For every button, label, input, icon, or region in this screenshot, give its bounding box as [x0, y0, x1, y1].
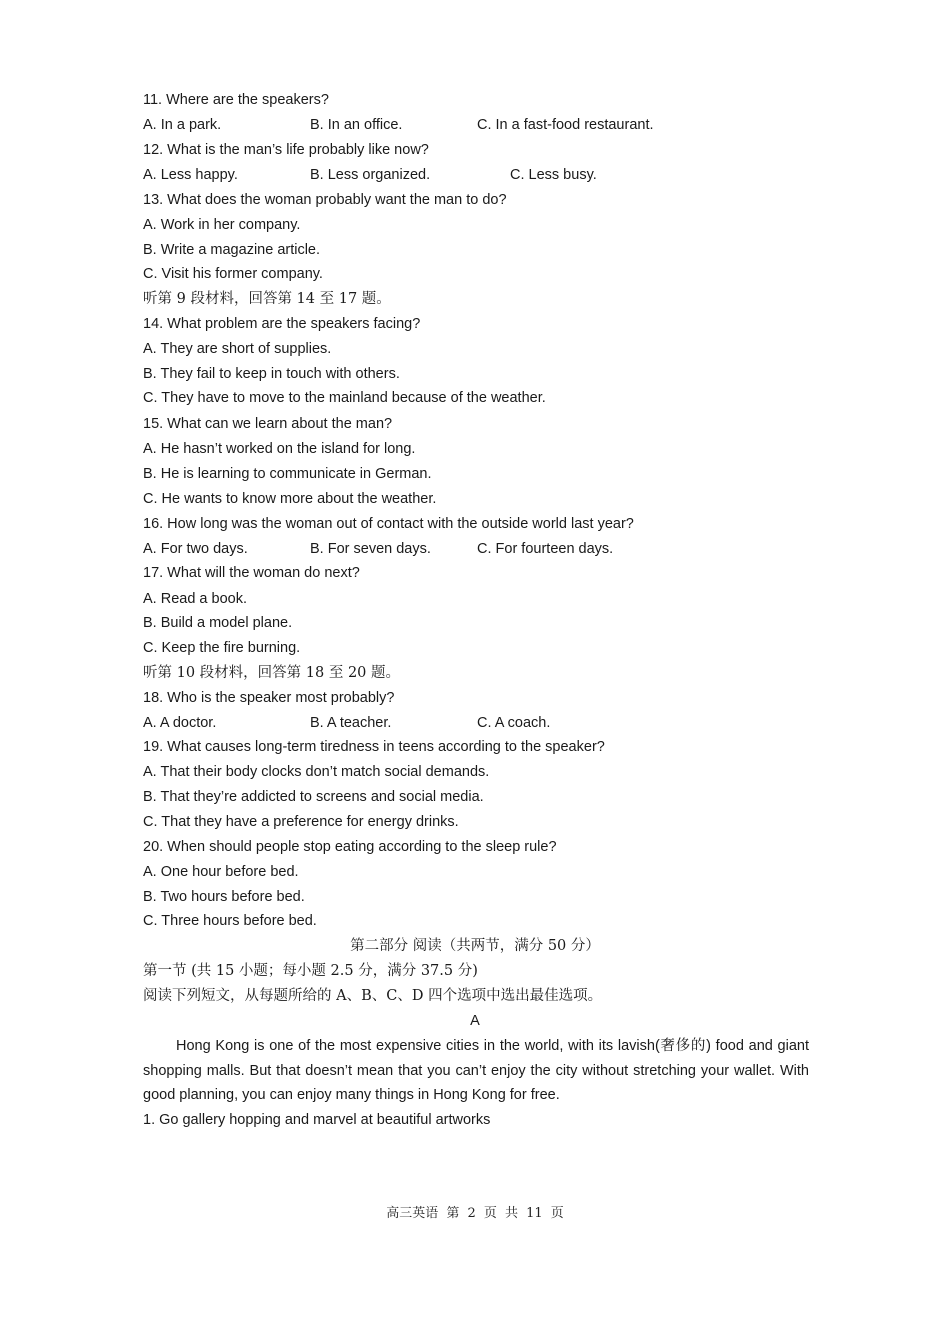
q18-stem: 18. Who is the speaker most probably?: [143, 690, 395, 706]
instruction-passage-9: 听第 9 段材料，回答第 14 至 17 题。: [143, 291, 391, 307]
q16-stem: 16. How long was the woman out of contact with the outside world last year?: [143, 516, 634, 532]
q12-option-c: C. Less busy.: [510, 167, 597, 183]
q19-option-c: C. That they have a preference for energy drinks.: [143, 814, 459, 830]
q17-stem: 17. What will the woman do next?: [143, 565, 360, 581]
q16-option-a: A. For two days.: [143, 541, 248, 557]
q15-option-a: A. He hasn’t worked on the island for long.: [143, 441, 416, 457]
q14-option-b: B. They fail to keep in touch with others.: [143, 366, 400, 382]
q17-option-c: C. Keep the fire burning.: [143, 640, 301, 656]
q11-option-c: C. In a fast-food restaurant.: [477, 117, 654, 133]
q11-option-a: A. In a park.: [143, 117, 222, 133]
q18-option-c: C. A coach.: [477, 715, 551, 731]
q20-option-b: B. Two hours before bed.: [143, 889, 305, 905]
q18-option-b: B. A teacher.: [310, 715, 392, 731]
q13-stem: 13. What does the woman probably want the man to do?: [143, 192, 507, 208]
q15-option-c: C. He wants to know more about the weather.: [143, 491, 437, 507]
q12-option-b: B. Less organized.: [310, 167, 431, 183]
page-footer: 高三英语 第 2 页 共 11 页: [386, 1206, 564, 1221]
q12-stem: 12. What is the man’s life probably like now?: [143, 142, 429, 158]
instruction-passage-10: 听第 10 段材料，回答第 18 至 20 题。: [143, 665, 401, 681]
passage-item-1: 1. Go gallery hopping and marvel at beautiful artworks: [143, 1112, 491, 1128]
q20-stem: 20. When should people stop eating according to the sleep rule?: [143, 839, 557, 855]
q17-option-b: B. Build a model plane.: [143, 615, 293, 631]
q18-option-a: A. A doctor.: [143, 715, 217, 731]
q17-option-a: A. Read a book.: [143, 591, 247, 607]
q20-option-a: A. One hour before bed.: [143, 864, 299, 880]
passage-label: A: [470, 1013, 480, 1029]
q13-option-b: B. Write a magazine article.: [143, 242, 321, 258]
passage-paragraph: Hong Kong is one of the most expensive cities in the world, with its lavish(奢侈的) food and giant shopping malls. But that doesn’t mean that you can’t enjoy the city without stretching your wallet. With good planning, you can enjoy many things in Hong Kong for free.: [143, 1038, 809, 1104]
q14-option-c: C. They have to move to the mainland because of the weather.: [143, 390, 546, 406]
q16-option-b: B. For seven days.: [310, 541, 431, 557]
section1-title: 第一节 (共 15 小题；每小题 2.5 分，满分 37.5 分): [143, 963, 478, 979]
q11-stem: 11. Where are the speakers?: [143, 92, 329, 108]
q11-option-b: B. In an office.: [310, 117, 403, 133]
q14-option-a: A. They are short of supplies.: [143, 341, 332, 357]
q16-option-c: C. For fourteen days.: [477, 541, 614, 557]
q13-option-a: A. Work in her company.: [143, 217, 301, 233]
q19-option-b: B. That they’re addicted to screens and social media.: [143, 789, 484, 805]
q14-stem: 14. What problem are the speakers facing?: [143, 316, 421, 332]
q15-option-b: B. He is learning to communicate in German.: [143, 466, 432, 482]
q20-option-c: C. Three hours before bed.: [143, 913, 317, 929]
q19-stem: 19. What causes long-term tiredness in teens according to the speaker?: [143, 739, 605, 755]
q12-option-a: A. Less happy.: [143, 167, 238, 183]
part2-title: 第二部分 阅读（共两节，满分 50 分）: [350, 938, 600, 954]
q19-option-a: A. That their body clocks don’t match social demands.: [143, 764, 490, 780]
reading-instruction: 阅读下列短文，从每题所给的 A、B、C、D 四个选项中选出最佳选项。: [143, 988, 603, 1004]
q13-option-c: C. Visit his former company.: [143, 266, 323, 282]
q15-stem: 15. What can we learn about the man?: [143, 416, 393, 432]
